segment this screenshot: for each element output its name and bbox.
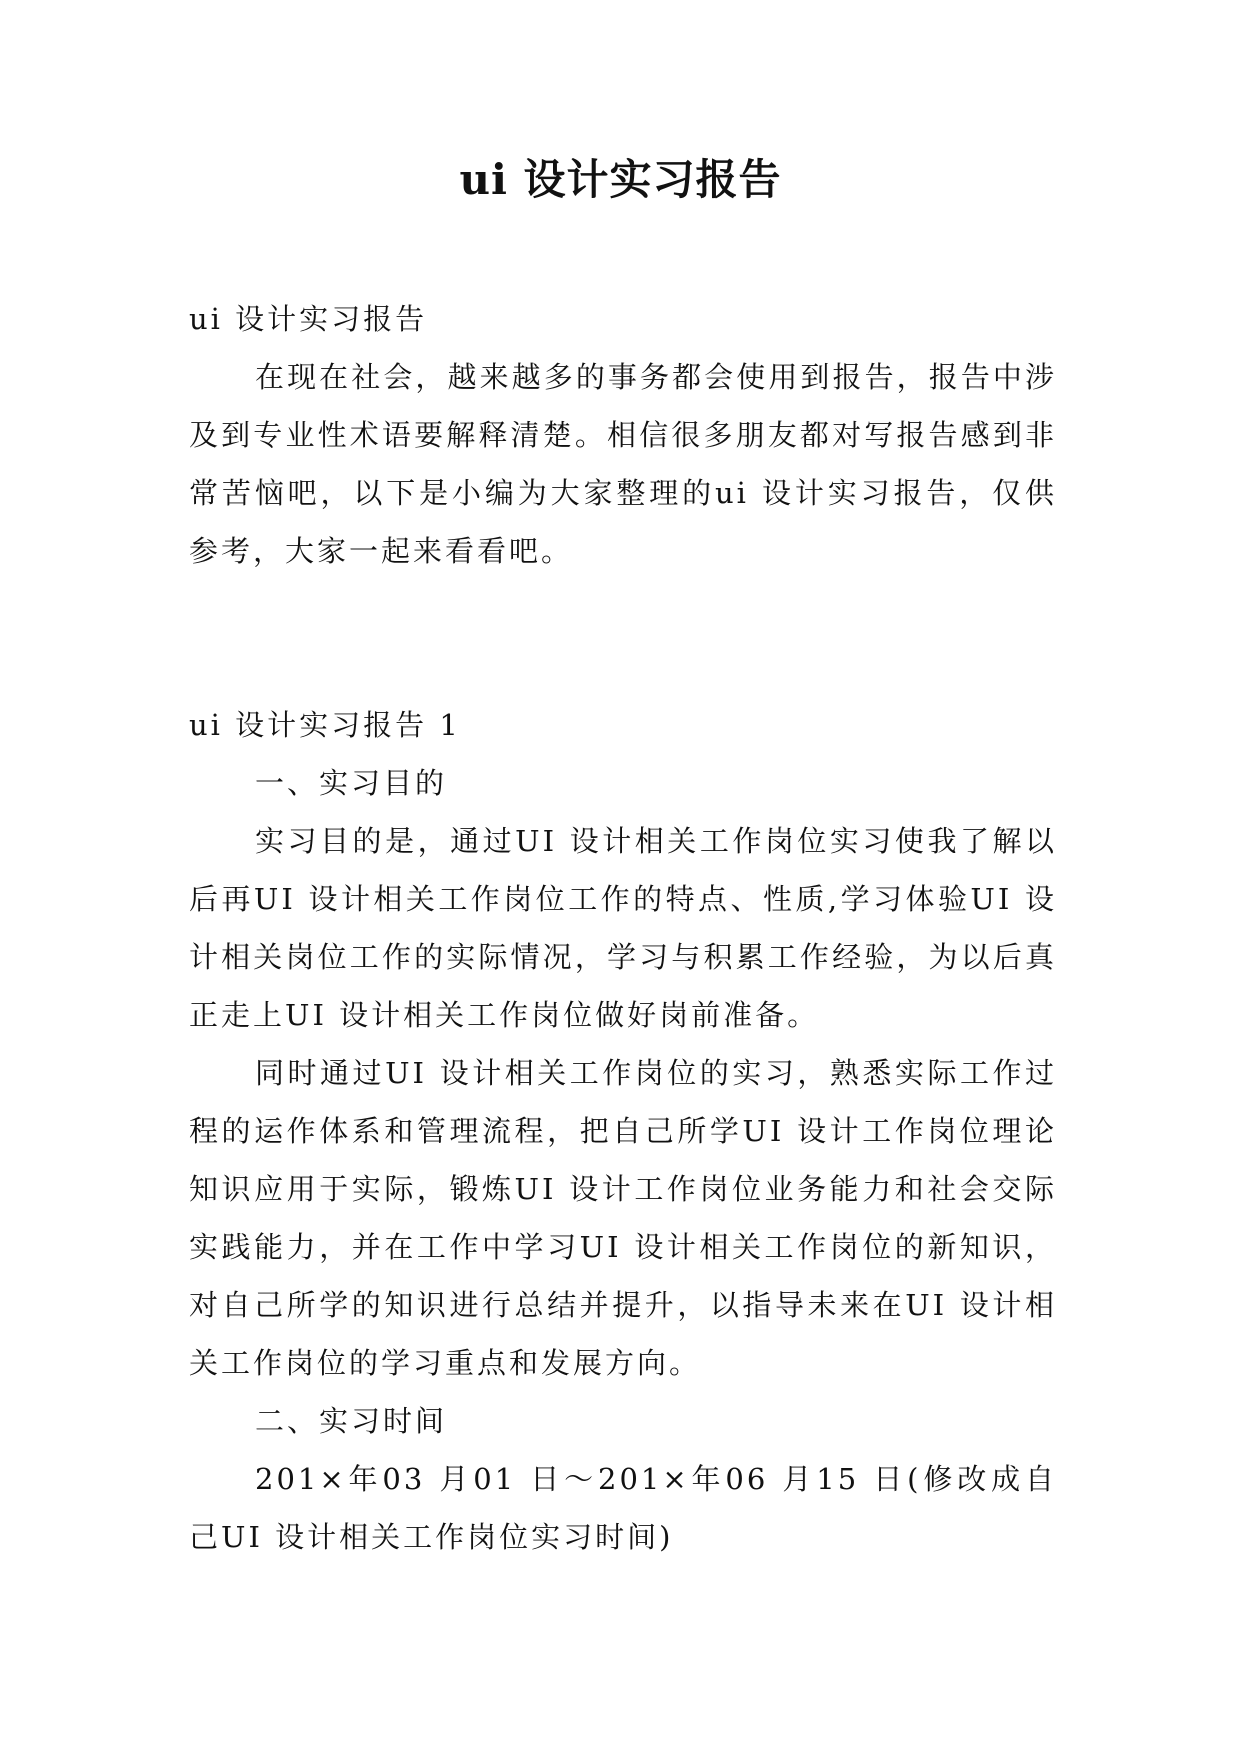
internship-time-paragraph: 201×年03 月01 日～201×年06 月15 日(修改成自己UI 设计相关工作岗位实习时间) <box>189 1462 1057 1554</box>
section-spacer <box>189 580 1057 696</box>
document-subtitle: ui 设计实习报告 <box>189 302 428 336</box>
document-body <box>189 290 1057 1566</box>
section-title: ui 设计实习报告 1 <box>189 708 461 742</box>
purpose-paragraph-2: 同时通过UI 设计相关工作岗位的实习，熟悉实际工作过程的运作体系和管理流程，把自己所学UI 设计工作岗位理论知识应用于实际，锻炼UI 设计工作岗位业务能力和社会交际实践能力，并在工作中学习UI 设计相关工作岗位的新知识，对自己所学的知识进行总结并提升，以指导未来在UI 设计相关工作岗位的学习重点和发展方向。 <box>189 1056 1057 1380</box>
purpose-paragraph-1: 实习目的是，通过UI 设计相关工作岗位实习使我了解以后再UI 设计相关工作岗位工作的特点、性质,学习体验UI 设计相关岗位工作的实际情况，学习与积累工作经验，为以后真正走上UI 设计相关工作岗位做好岗前准备。 <box>189 824 1057 1032</box>
intro-paragraph: 在现在社会，越来越多的事务都会使用到报告，报告中涉及到专业性术语要解释清楚。相信很多朋友都对写报告感到非常苦恼吧，以下是小编为大家整理的ui 设计实习报告，仅供参考，大家一起来看看吧。 <box>189 360 1057 568</box>
heading-internship-time: 二、实习时间 <box>255 1404 448 1438</box>
heading-internship-purpose: 一、实习目的 <box>255 766 448 800</box>
document-title: ui 设计实习报告 <box>459 155 782 204</box>
